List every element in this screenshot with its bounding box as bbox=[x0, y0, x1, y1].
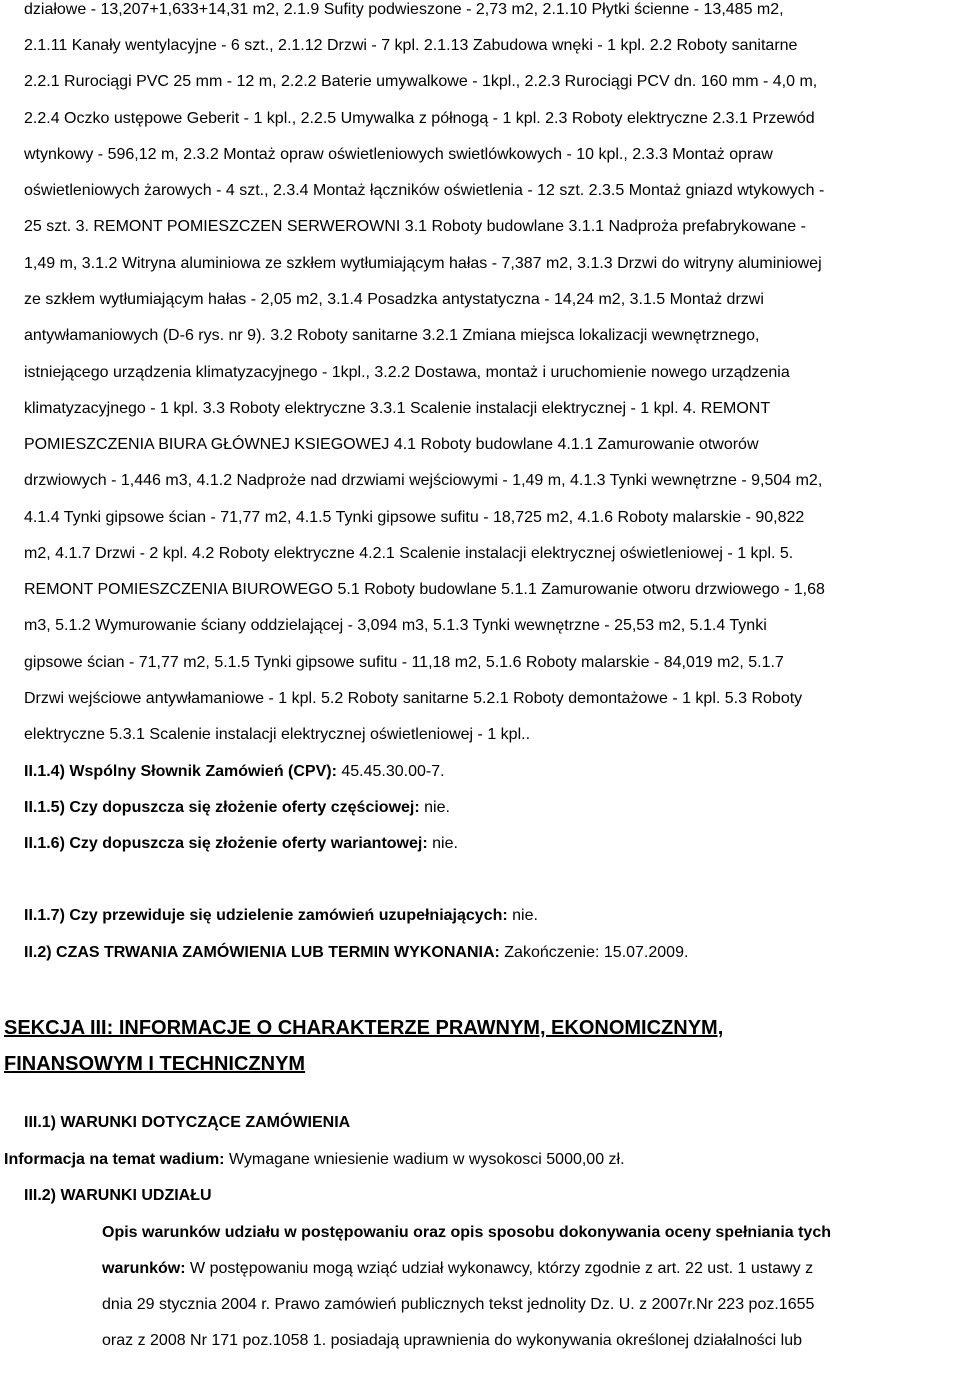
supplementary-orders-field bbox=[24, 906, 538, 926]
body-line: działowe - 13,207+1,633+14,31 m2, 2.1.9 Sufity podwieszone - 2,73 m2, 2.1.10 Płytki ścienne - 13,485 m2, bbox=[24, 1, 784, 18]
participation-desc-label: warunków: bbox=[102, 1260, 186, 1277]
section-title: SEKCJA III: INFORMACJE O CHARAKTERZE PRAWNYM, EKONOMICZNYM, bbox=[4, 1017, 724, 1039]
body-line: 2.1.11 Kanały wentylacyjne - 6 szt., 2.1.12 Drzwi - 7 kpl. 2.1.13 Zabudowa wnęki - 1 kpl. 2.2 Roboty sanitarne bbox=[24, 37, 798, 54]
supplementary-orders-label: II.1.7) Czy przewiduje się udzielenie zamówień uzupełniających: bbox=[24, 907, 508, 924]
participation-desc-line bbox=[102, 1259, 813, 1279]
partial-offer-label: II.1.5) Czy dopuszcza się złożenie oferty częściowej: bbox=[24, 799, 420, 816]
participation-desc-value: W postępowaniu mogą wziąć udział wykonawcy, którzy zgodnie z art. 22 ust. 1 ustawy z bbox=[190, 1260, 814, 1277]
duration-value: Zakończenie: 15.07.2009. bbox=[504, 944, 689, 961]
body-line: 2.2.1 Rurociągi PVC 25 mm - 12 m, 2.2.2 Baterie umywalkowe - 1kpl., 2.2.3 Rurociągi PCV dn. 160 mm - 4,0 m, bbox=[24, 73, 818, 90]
participation-desc-line: Opis warunków udziału w postępowaniu oraz opis sposobu dokonywania oceny spełniania tych bbox=[102, 1224, 831, 1241]
participation-desc-line: dnia 29 stycznia 2004 r. Prawo zamówień publicznych tekst jednolity Dz. U. z 2007r.Nr 223 poz.1655 bbox=[102, 1296, 815, 1313]
wadium-label: Informacja na temat wadium: bbox=[4, 1151, 225, 1168]
body-line: m2, 4.1.7 Drzwi - 2 kpl. 4.2 Roboty elektryczne 4.2.1 Scalenie instalacji elektrycznej oświetleniowej - 1 kpl. 5. bbox=[24, 545, 794, 562]
body-line: drzwiowych - 1,446 m3, 4.1.2 Nadproże nad drzwiami wejściowymi - 1,49 m, 4.1.3 Tynki wewnętrzne - 9,504 m2, bbox=[24, 472, 823, 489]
body-line: 1,49 m, 3.1.2 Witryna aluminiowa ze szkłem wytłumiającym hałas - 7,387 m2, 3.1.3 Drzwi do witryny aluminiowej bbox=[24, 255, 822, 272]
wadium-field bbox=[4, 1150, 625, 1170]
body-line: gipsowe ścian - 71,77 m2, 5.1.5 Tynki gipsowe sufitu - 11,18 m2, 5.1.6 Roboty malarskie - 84,019 m2, 5.1.7 bbox=[24, 654, 784, 671]
body-line: 2.2.4 Oczko ustępowe Geberit - 1 kpl., 2.2.5 Umywalka z półnogą - 1 kpl. 2.3 Roboty elektryczne 2.3.1 Przewód bbox=[24, 110, 815, 127]
body-line: wtynkowy - 596,12 m, 2.3.2 Montaż opraw oświetleniowych swietlówkowych - 10 kpl., 2.3.3 Montaż opraw bbox=[24, 146, 773, 163]
conditions-heading: III.1) WARUNKI DOTYCZĄCE ZAMÓWIENIA bbox=[24, 1114, 351, 1131]
cpv-value: 45.45.30.00-7. bbox=[341, 763, 445, 780]
body-line: elektryczne 5.3.1 Scalenie instalacji elektrycznej oświetleniowej - 1 kpl.. bbox=[24, 726, 531, 743]
body-line: istniejącego urządzenia klimatyzacyjnego - 1kpl., 3.2.2 Dostawa, montaż i uruchomienie nowego urządzenia bbox=[24, 364, 790, 381]
body-line: klimatyzacyjnego - 1 kpl. 3.3 Roboty elektryczne 3.3.1 Scalenie instalacji elektrycznej - 1 kpl. 4. REMONT bbox=[24, 400, 771, 417]
section-title-continued: FINANSOWYM I TECHNICZNYM bbox=[4, 1053, 306, 1075]
cpv-field bbox=[24, 762, 445, 782]
body-line: m3, 5.1.2 Wymurowanie ściany oddzielającej - 3,094 m3, 5.1.3 Tynki wewnętrzne - 25,53 m2, 5.1.4 Tynki bbox=[24, 617, 767, 634]
duration-field bbox=[24, 943, 688, 963]
body-line: Drzwi wejściowe antywłamaniowe - 1 kpl. 5.2 Roboty sanitarne 5.2.1 Roboty demontażowe - 1 kpl. 5.3 Roboty bbox=[24, 690, 803, 707]
variant-offer-value: nie. bbox=[432, 835, 458, 852]
cpv-label: II.1.4) Wspólny Słownik Zamówień (CPV): bbox=[24, 763, 337, 780]
duration-label: II.2) CZAS TRWANIA ZAMÓWIENIA LUB TERMIN WYKONANIA: bbox=[24, 944, 500, 961]
variant-offer-field bbox=[24, 834, 458, 854]
variant-offer-label: II.1.6) Czy dopuszcza się złożenie oferty wariantowej: bbox=[24, 835, 428, 852]
supplementary-orders-value: nie. bbox=[512, 907, 538, 924]
body-line: 4.1.4 Tynki gipsowe ścian - 71,77 m2, 4.1.5 Tynki gipsowe sufitu - 18,725 m2, 4.1.6 Roboty malarskie - 90,822 bbox=[24, 509, 805, 526]
body-line: REMONT POMIESZCZENIA BIUROWEGO 5.1 Roboty budowlane 5.1.1 Zamurowanie otworu drzwiowego - 1,68 bbox=[24, 581, 825, 598]
partial-offer-value: nie. bbox=[424, 799, 450, 816]
participation-heading: III.2) WARUNKI UDZIAŁU bbox=[24, 1187, 212, 1204]
body-line: antywłamaniowych (D-6 rys. nr 9). 3.2 Roboty sanitarne 3.2.1 Zmiana miejsca lokalizacji wewnętrznego, bbox=[24, 327, 760, 344]
body-line: 25 szt. 3. REMONT POMIESZCZEN SERWEROWNI 3.1 Roboty budowlane 3.1.1 Nadproża prefabrykowane - bbox=[24, 218, 806, 235]
body-line: oświetleniowych żarowych - 4 szt., 2.3.4 Montaż łączników oświetlenia - 12 szt. 2.3.5 Montaż gniazd wtykowych - bbox=[24, 182, 825, 199]
wadium-value: Wymagane wniesienie wadium w wysokosci 5000,00 zł. bbox=[228, 1151, 625, 1168]
body-line: POMIESZCZENIA BIURA GŁÓWNEJ KSIEGOWEJ 4.1 Roboty budowlane 4.1.1 Zamurowanie otworów bbox=[24, 436, 759, 453]
participation-desc-line: oraz z 2008 Nr 171 poz.1058 1. posiadają uprawnienia do wykonywania określonej działalności lub bbox=[102, 1332, 802, 1349]
partial-offer-field bbox=[24, 798, 450, 818]
body-line: ze szkłem wytłumiającym hałas - 2,05 m2, 3.1.4 Posadzka antystatyczna - 14,24 m2, 3.1.5 Montaż drzwi bbox=[24, 291, 764, 308]
